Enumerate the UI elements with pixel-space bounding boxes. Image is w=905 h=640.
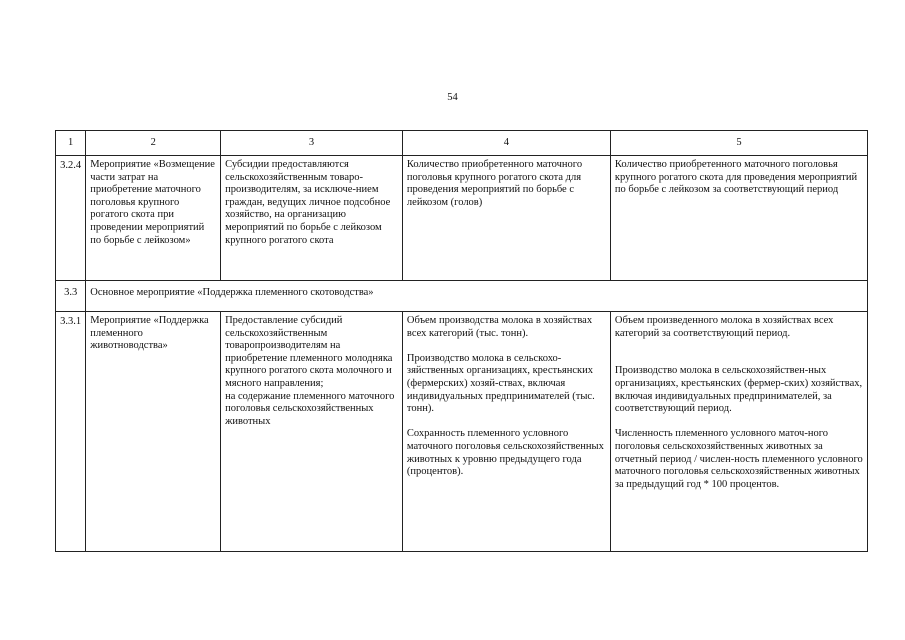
indicator-name: Количество приобретенного маточного поголовья крупного рогатого скота для проведения мероприятий по борьбе с лейкозом (голов) (402, 156, 610, 281)
indicator-paragraph: Объем производства молока в хозяйствах всех категорий (тыс. тонн). (406, 315, 593, 339)
row-number: 3.3.1 (56, 312, 86, 552)
description-paragraph: Предоставление субсидий сельскохозяйственным товаропроизводителям на приобретение племенного молодняка крупного рогатого скота молочного и мясного направления; (225, 315, 393, 389)
column-header-5: 5 (610, 131, 867, 156)
row-number: 3.2.4 (56, 156, 86, 281)
method-paragraph: Численность племенного условного маточ-ного поголовья сельскохозяйственных животных за отчетный период / числен-ность племенного условного маточного поголовья сельскохозяйственных животных за предыдущий год * 100 процентов. (614, 428, 863, 490)
indicator-method: Количество приобретенного маточного поголовья крупного рогатого скота для проведения мероприятий по борьбе с лейкозом за соответствующий период (610, 156, 867, 281)
measure-name: Мероприятие «Возмещение части затрат на приобретение маточного поголовья крупного рогатого скота при проведении мероприятий по борьбе с лейкозом» (86, 156, 221, 281)
table-row (56, 156, 868, 281)
column-header-3: 3 (221, 131, 403, 156)
method-paragraph: Объем произведенного молока в хозяйствах всех категорий за соответствующий период. (614, 315, 834, 339)
method-paragraph: Производство молока в сельскохозяйствен-ных организациях, крестьянских (фермер-ских) хозяйствах, включая индивидуальных предпринимателей, за соответствующий период. (614, 365, 863, 415)
table-header-row (56, 131, 868, 156)
measure-name: Мероприятие «Поддержка племенного животноводства» (86, 312, 221, 552)
column-header-4: 4 (402, 131, 610, 156)
indicator-name (402, 312, 610, 552)
section-row (56, 281, 868, 312)
page-number: 54 (447, 92, 458, 103)
indicator-paragraph: Сохранность племенного условного маточного поголовья сельскохозяйственных животных к уровню предыдущего года (процентов). (406, 428, 604, 478)
measure-description (221, 312, 403, 552)
description-paragraph: на содержание племенного маточного поголовья сельскохозяйственных животных (225, 390, 395, 427)
column-header-2: 2 (86, 131, 221, 156)
table-row (56, 312, 868, 552)
indicator-method (610, 312, 867, 552)
program-table (55, 130, 868, 552)
section-title: Основное мероприятие «Поддержка племенного скотоводства» (86, 281, 868, 312)
column-header-1: 1 (56, 131, 86, 156)
measure-description: Субсидии предоставляются сельскохозяйственным товаро-производителям, за исключе-нием граждан, ведущих личное подсобное хозяйство, на организацию мероприятий по борьбе с лейкозом крупного рогатого скота (221, 156, 403, 281)
indicator-paragraph: Производство молока в сельскохо-зяйственных организациях, крестьянских (фермерских) хозяй-ствах, включая индивидуальных предпринимателей (тыс. тонн). (406, 352, 595, 415)
row-number: 3.3 (56, 281, 86, 312)
